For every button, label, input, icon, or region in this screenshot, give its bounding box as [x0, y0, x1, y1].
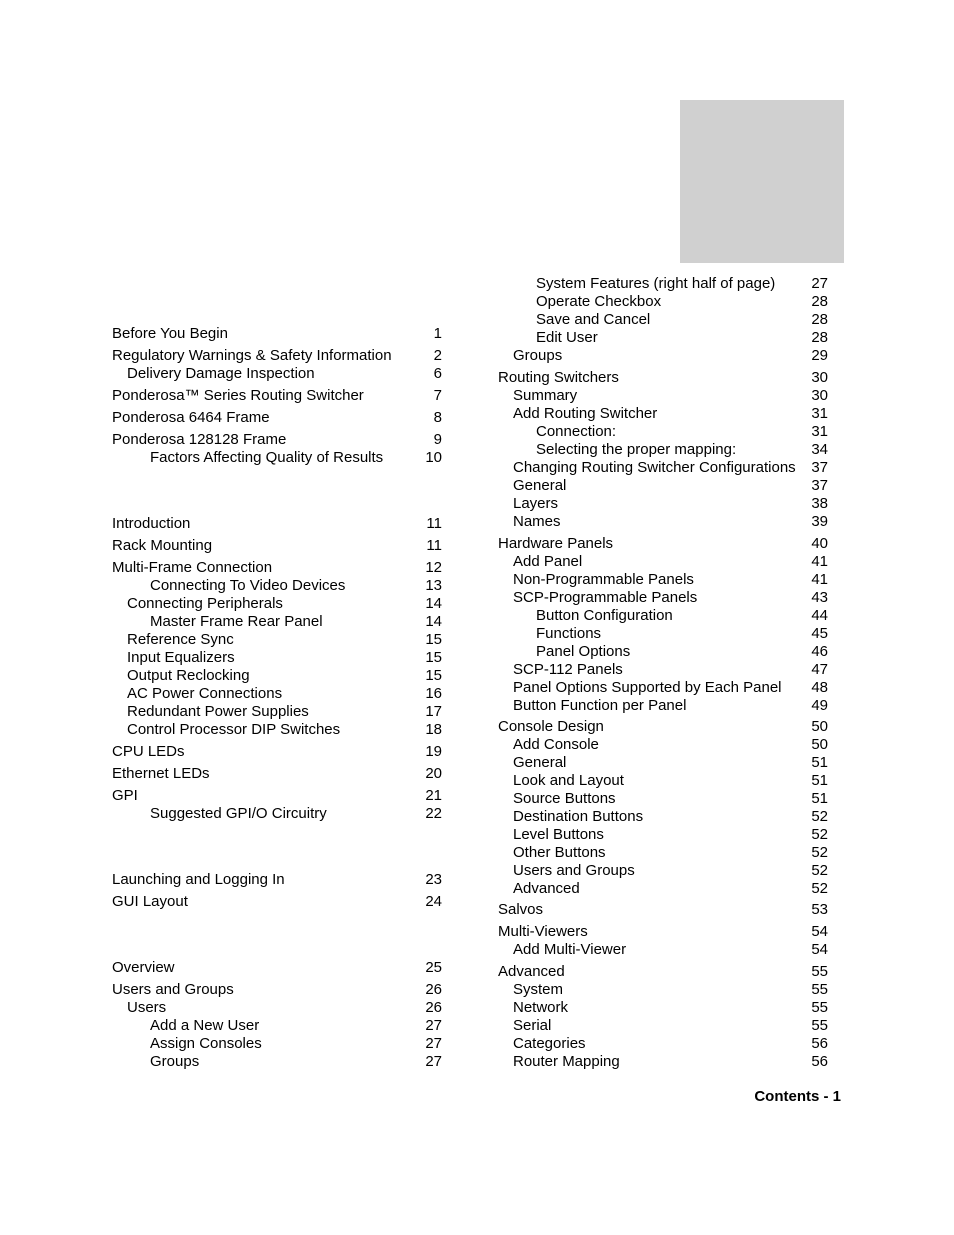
- toc-entry[interactable]: [498, 625, 828, 643]
- toc-entry-page-number: 26: [425, 981, 442, 998]
- toc-entry[interactable]: [498, 441, 828, 459]
- toc-entry-page-number: 1: [433, 325, 442, 342]
- toc-entry-title: Button Configuration: [536, 607, 673, 624]
- toc-entry-page-number: 55: [811, 963, 828, 980]
- toc-entry[interactable]: [112, 805, 442, 823]
- toc-entry[interactable]: [112, 347, 442, 365]
- toc-entry-page-number: 9: [433, 431, 442, 448]
- toc-entry-title: Functions: [536, 625, 602, 642]
- toc-entry[interactable]: [498, 999, 828, 1017]
- toc-entry-page-number: 38: [811, 495, 828, 512]
- toc-entry[interactable]: [498, 736, 828, 754]
- toc-entry-page-number: 16: [425, 685, 442, 702]
- toc-entry[interactable]: [498, 275, 828, 293]
- toc-entry-title: Operate Checkbox: [536, 293, 662, 310]
- toc-entry-title: Routing Switchers: [498, 369, 619, 386]
- toc-entry-title: Summary: [513, 387, 578, 404]
- toc-entry[interactable]: [112, 765, 442, 783]
- toc-entry[interactable]: [498, 790, 828, 808]
- toc-entry[interactable]: [498, 880, 828, 898]
- toc-entry-title: Multi-Frame Connection: [112, 559, 273, 576]
- toc-entry-title: Introduction: [112, 515, 191, 532]
- toc-entry[interactable]: [498, 661, 828, 679]
- toc-entry-page-number: 27: [811, 275, 828, 292]
- toc-entry-page-number: 41: [811, 571, 828, 588]
- toc-entry[interactable]: [498, 311, 828, 329]
- toc-entry-page-number: 52: [811, 844, 828, 861]
- toc-entry-page-number: 30: [811, 387, 828, 404]
- toc-entry-page-number: 20: [425, 765, 442, 782]
- toc-entry-page-number: 56: [811, 1035, 828, 1052]
- toc-entry[interactable]: [112, 631, 442, 649]
- toc-entry-title: Launching and Logging In: [112, 871, 285, 888]
- toc-entry[interactable]: [112, 981, 442, 999]
- toc-entry-page-number: 7: [433, 387, 442, 404]
- page-footer: Contents - 1: [754, 1088, 841, 1105]
- toc-entry-title: Add Panel: [513, 553, 583, 570]
- toc-entry-title: Suggested GPI/O Circuitry: [150, 805, 327, 822]
- toc-entry[interactable]: [112, 787, 442, 805]
- toc-entry-page-number: 31: [811, 405, 828, 422]
- toc-entry-title: Ethernet LEDs: [112, 765, 210, 782]
- toc-entry-page-number: 45: [811, 625, 828, 642]
- toc-entry[interactable]: [112, 1053, 442, 1071]
- toc-entry[interactable]: [498, 826, 828, 844]
- toc-entry[interactable]: [498, 423, 828, 441]
- toc-entry-title: Serial: [513, 1017, 552, 1034]
- toc-entry-page-number: 15: [425, 667, 442, 684]
- toc-entry-title: General: [513, 754, 567, 771]
- toc-entry-title: Rack Mounting: [112, 537, 213, 554]
- toc-entry[interactable]: [498, 772, 828, 790]
- toc-entry-title: Destination Buttons: [513, 808, 644, 825]
- toc-entry-title: Add a New User: [150, 1017, 260, 1034]
- toc-entry-title: Save and Cancel: [536, 311, 651, 328]
- toc-entry-title: Control Processor DIP Switches: [127, 721, 341, 738]
- toc-entry[interactable]: [498, 844, 828, 862]
- toc-entry-title: Hardware Panels: [498, 535, 614, 552]
- toc-entry-title: SCP-Programmable Panels: [513, 589, 698, 606]
- toc-entry-title: Input Equalizers: [127, 649, 235, 666]
- toc-entry[interactable]: [498, 1053, 828, 1071]
- toc-entry-title: System: [513, 981, 564, 998]
- toc-entry-title: Factors Affecting Quality of Results: [150, 449, 384, 466]
- toc-entry-title: Master Frame Rear Panel: [150, 613, 323, 630]
- toc-entry[interactable]: [498, 923, 828, 941]
- toc-entry-page-number: 28: [811, 311, 828, 328]
- toc-entry[interactable]: [112, 613, 442, 631]
- toc-entry-title: Groups: [150, 1053, 200, 1070]
- toc-entry-page-number: 50: [811, 736, 828, 753]
- toc-entry-page-number: 28: [811, 293, 828, 310]
- toc-entry-title: Add Multi-Viewer: [513, 941, 627, 958]
- toc-entry[interactable]: [498, 901, 828, 919]
- toc-entry-title: General: [513, 477, 567, 494]
- toc-entry-page-number: 27: [425, 1053, 442, 1070]
- toc-entry[interactable]: [498, 643, 828, 661]
- toc-entry-page-number: 18: [425, 721, 442, 738]
- toc-entry[interactable]: [112, 703, 442, 721]
- toc-entry-page-number: 8: [433, 409, 442, 426]
- toc-entry-title: Users: [127, 999, 167, 1016]
- toc-entry-page-number: 52: [811, 808, 828, 825]
- toc-entry[interactable]: [498, 697, 828, 715]
- toc-entry-title: GUI Layout: [112, 893, 188, 910]
- toc-entry-title: Edit User: [536, 329, 598, 346]
- toc-entry-page-number: 26: [425, 999, 442, 1016]
- toc-entry-page-number: 17: [425, 703, 442, 720]
- toc-entry-page-number: 31: [811, 423, 828, 440]
- toc-entry-title: Level Buttons: [513, 826, 604, 843]
- toc-entry-page-number: 14: [425, 595, 442, 612]
- toc-entry[interactable]: [498, 571, 828, 589]
- toc-entry-page-number: 6: [433, 365, 442, 382]
- toc-entry-page-number: 11: [426, 515, 442, 532]
- toc-entry-page-number: 11: [426, 537, 442, 554]
- toc-entry-title: Look and Layout: [513, 772, 624, 789]
- toc-entry[interactable]: [498, 1017, 828, 1035]
- toc-entry[interactable]: [112, 667, 442, 685]
- toc-entry[interactable]: [498, 553, 828, 571]
- toc-entry[interactable]: [498, 981, 828, 999]
- toc-entry[interactable]: [112, 365, 442, 383]
- toc-entry-page-number: 47: [811, 661, 828, 678]
- toc-entry-page-number: 51: [811, 790, 828, 807]
- toc-entry[interactable]: [112, 559, 442, 577]
- toc-entry-page-number: 43: [811, 589, 828, 606]
- toc-entry-page-number: 48: [811, 679, 828, 696]
- toc-entry-title: Before You Begin: [112, 325, 228, 342]
- toc-entry[interactable]: [498, 347, 828, 365]
- toc-entry-page-number: 52: [811, 862, 828, 879]
- toc-entry-page-number: 50: [811, 718, 828, 735]
- toc-entry-title: Connecting Peripherals: [127, 595, 283, 612]
- toc-entry[interactable]: [498, 329, 828, 347]
- toc-entry-page-number: 19: [425, 743, 442, 760]
- toc-entry-page-number: 39: [811, 513, 828, 530]
- toc-entry-title: Redundant Power Supplies: [127, 703, 309, 720]
- toc-entry[interactable]: [112, 537, 442, 555]
- toc-entry[interactable]: [112, 387, 442, 405]
- toc-entry-page-number: 55: [811, 981, 828, 998]
- toc-entry-page-number: 30: [811, 369, 828, 386]
- toc-entry[interactable]: [498, 535, 828, 553]
- toc-entry[interactable]: [498, 369, 828, 387]
- toc-entry-title: Router Mapping: [513, 1053, 620, 1070]
- toc-entry-title: Ponderosa 128128 Frame: [112, 431, 287, 448]
- toc-entry[interactable]: [112, 999, 442, 1017]
- toc-entry-title: Other Buttons: [513, 844, 606, 861]
- toc-entry-page-number: 55: [811, 1017, 828, 1034]
- toc-entry-page-number: 25: [425, 959, 442, 976]
- toc-entry[interactable]: [112, 685, 442, 703]
- toc-entry-title: GPI: [112, 787, 138, 804]
- toc-entry-title: Selecting the proper mapping:: [536, 441, 737, 458]
- toc-entry[interactable]: [498, 607, 828, 625]
- toc-entry-page-number: 21: [425, 787, 442, 804]
- toc-entry-title: Multi-Viewers: [498, 923, 588, 940]
- toc-entry[interactable]: [498, 862, 828, 880]
- toc-entry-page-number: 46: [811, 643, 828, 660]
- toc-entry-page-number: 37: [811, 477, 828, 494]
- toc-entry[interactable]: [112, 449, 442, 467]
- toc-entry[interactable]: [112, 959, 442, 977]
- toc-entry-page-number: 29: [811, 347, 828, 364]
- toc-entry-page-number: 10: [425, 449, 442, 466]
- toc-entry[interactable]: [112, 409, 442, 427]
- toc-entry-title: Advanced: [513, 880, 580, 897]
- toc-entry-title: Panel Options Supported by Each Panel: [513, 679, 782, 696]
- toc-entry-title: Non-Programmable Panels: [513, 571, 694, 588]
- toc-entry-title: Assign Consoles: [150, 1035, 262, 1052]
- toc-entry-title: Add Console: [513, 736, 599, 753]
- toc-entry-page-number: 44: [811, 607, 828, 624]
- toc-entry-title: Layers: [513, 495, 559, 512]
- toc-entry-page-number: 54: [811, 923, 828, 940]
- toc-entry[interactable]: [498, 1035, 828, 1053]
- toc-entry-title: Categories: [513, 1035, 586, 1052]
- toc-entry-title: Users and Groups: [513, 862, 635, 879]
- toc-entry[interactable]: [112, 325, 442, 343]
- toc-entry-title: Groups: [513, 347, 563, 364]
- toc-entry[interactable]: [498, 477, 828, 495]
- toc-entry-page-number: 37: [811, 459, 828, 476]
- toc-entry[interactable]: [112, 743, 442, 761]
- toc-entry[interactable]: [498, 293, 828, 311]
- toc-entry-page-number: 23: [425, 871, 442, 888]
- toc-entry-title: System Features (right half of page): [536, 275, 776, 292]
- toc-entry-title: Salvos: [498, 901, 544, 918]
- toc-entry-title: Users and Groups: [112, 981, 234, 998]
- toc-entry[interactable]: [112, 721, 442, 739]
- toc-entry-title: Reference Sync: [127, 631, 234, 648]
- toc-entry-page-number: 13: [425, 577, 442, 594]
- toc-entry-page-number: 15: [425, 631, 442, 648]
- toc-entry[interactable]: [498, 495, 828, 513]
- toc-entry-title: Names: [513, 513, 561, 530]
- toc-entry-page-number: 56: [811, 1053, 828, 1070]
- toc-entry-page-number: 51: [811, 754, 828, 771]
- toc-entry-page-number: 52: [811, 880, 828, 897]
- toc-entry-title: Connection:: [536, 423, 617, 440]
- toc-entry[interactable]: [112, 893, 442, 911]
- toc-entry-page-number: 28: [811, 329, 828, 346]
- toc-entry[interactable]: [112, 515, 442, 533]
- toc-entry[interactable]: [112, 431, 442, 449]
- toc-entry-page-number: 41: [811, 553, 828, 570]
- toc-entry-page-number: 54: [811, 941, 828, 958]
- toc-entry[interactable]: [112, 577, 442, 595]
- toc-entry[interactable]: [112, 1035, 442, 1053]
- toc-entry-title: Output Reclocking: [127, 667, 250, 684]
- toc-entry[interactable]: [112, 871, 442, 889]
- toc-entry-title: Add Routing Switcher: [513, 405, 658, 422]
- toc-entry-page-number: 22: [425, 805, 442, 822]
- toc-entry-title: Delivery Damage Inspection: [127, 365, 315, 382]
- toc-entry-page-number: 2: [433, 347, 442, 364]
- toc-entry-title: Connecting To Video Devices: [150, 577, 346, 594]
- toc-entry-page-number: 34: [811, 441, 828, 458]
- toc-entry-page-number: 12: [425, 559, 442, 576]
- toc-entry[interactable]: [498, 459, 828, 477]
- toc-entry[interactable]: [498, 718, 828, 736]
- toc-entry[interactable]: [498, 808, 828, 826]
- toc-entry[interactable]: [498, 387, 828, 405]
- toc-entry-page-number: 27: [425, 1017, 442, 1034]
- toc-entry-title: Ponderosa 6464 Frame: [112, 409, 270, 426]
- toc-entry-page-number: 51: [811, 772, 828, 789]
- toc-entry-page-number: 27: [425, 1035, 442, 1052]
- toc-entry[interactable]: [112, 649, 442, 667]
- toc-entry-page-number: 15: [425, 649, 442, 666]
- toc-entry-page-number: 53: [811, 901, 828, 918]
- toc-entry-title: Overview: [112, 959, 175, 976]
- toc-entry-title: Source Buttons: [513, 790, 616, 807]
- toc-entry-page-number: 40: [811, 535, 828, 552]
- toc-entry[interactable]: [498, 679, 828, 697]
- corner-tab-block: [680, 100, 844, 263]
- toc-entry-title: Advanced: [498, 963, 565, 980]
- toc-entry-title: SCP-112 Panels: [513, 661, 623, 678]
- toc-entry[interactable]: [498, 941, 828, 959]
- toc-entry-title: Panel Options: [536, 643, 631, 660]
- toc-entry-title: Console Design: [498, 718, 604, 735]
- toc-entry[interactable]: [498, 754, 828, 772]
- toc-entry-page-number: 52: [811, 826, 828, 843]
- toc-entry-title: Regulatory Warnings & Safety Information: [112, 347, 392, 364]
- toc-entry-title: Button Function per Panel: [513, 697, 687, 714]
- toc-entry[interactable]: [498, 405, 828, 423]
- toc-entry[interactable]: [112, 1017, 442, 1035]
- toc-entry-page-number: 55: [811, 999, 828, 1016]
- toc-entry[interactable]: [498, 513, 828, 531]
- toc-entry-title: CPU LEDs: [112, 743, 185, 760]
- toc-entry-title: Network: [513, 999, 569, 1016]
- toc-entry-title: AC Power Connections: [127, 685, 283, 702]
- toc-entry[interactable]: [498, 589, 828, 607]
- toc-entry[interactable]: [498, 963, 828, 981]
- toc-entry-title: Changing Routing Switcher Configurations: [513, 459, 796, 476]
- toc-entry-page-number: 14: [425, 613, 442, 630]
- toc-entry-title: Ponderosa™ Series Routing Switcher: [112, 387, 364, 404]
- toc-entry-page-number: 49: [811, 697, 828, 714]
- toc-entry[interactable]: [112, 595, 442, 613]
- toc-entry-page-number: 24: [425, 893, 442, 910]
